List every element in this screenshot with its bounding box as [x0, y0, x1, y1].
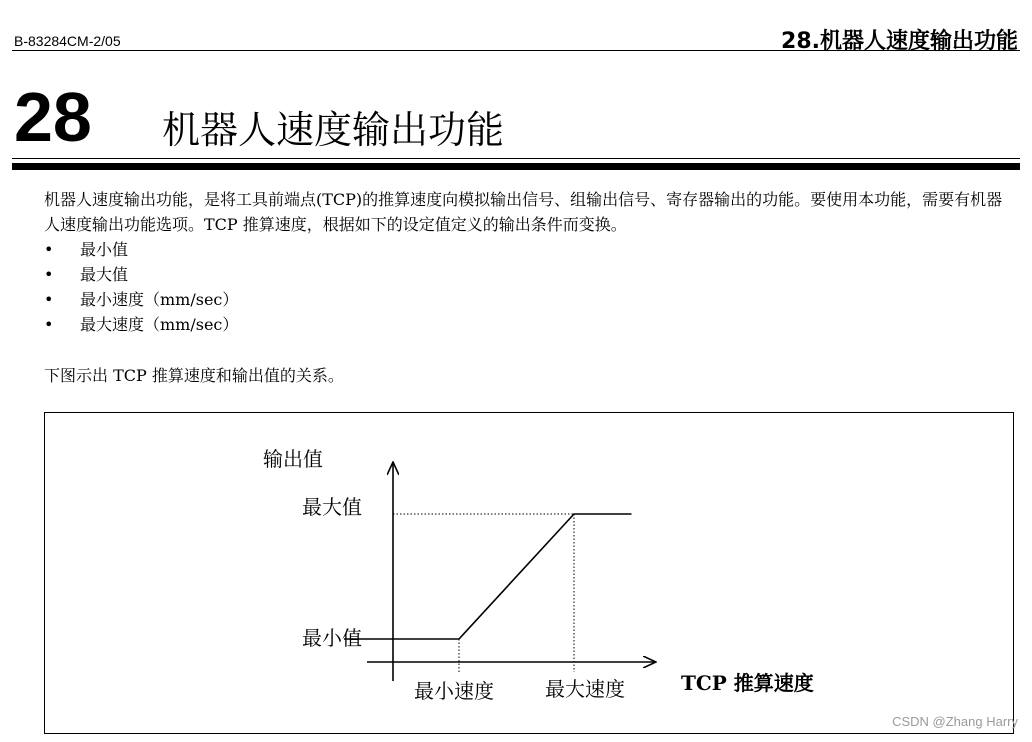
title-divider-thick: [12, 163, 1020, 170]
list-item-text: 最小值: [80, 240, 129, 259]
speed-output-chart: [44, 412, 1014, 734]
bullet-icon: •: [44, 265, 54, 284]
figure-intro: 下图示出 TCP 推算速度和输出值的关系。: [44, 366, 344, 385]
bullet-icon: •: [44, 240, 54, 259]
x-tick-label-max-speed: 最大速度: [545, 677, 625, 701]
x-axis-title: TCP 推算速度: [681, 671, 814, 695]
chart-canvas: [45, 413, 1013, 733]
y-axis-title: 输出值: [263, 447, 323, 471]
list-item-text: 最大速度（mm/sec）: [80, 315, 239, 334]
chapter-title: 机器人速度输出功能: [162, 108, 505, 152]
list-item-text: 最大值: [80, 265, 129, 284]
chapter-number: 28: [14, 78, 92, 156]
output-series-line: [344, 514, 632, 639]
header-divider: [12, 50, 1020, 51]
document-code: B-83284CM-2/05: [14, 33, 121, 49]
x-tick-label-min-speed: 最小速度: [414, 679, 494, 703]
list-item-text: 最小速度（mm/sec）: [80, 290, 239, 309]
running-header-title: 28.机器人速度输出功能: [781, 29, 1018, 54]
title-divider-thin: [12, 158, 1020, 159]
y-tick-label-max: 最大值: [302, 495, 362, 519]
y-tick-label-min: 最小值: [302, 626, 362, 650]
bullet-icon: •: [44, 315, 54, 334]
intro-paragraph: 机器人速度输出功能，是将工具前端点(TCP)的推算速度向模拟输出信号、组输出信号、寄存器输出的功能。要使用本功能，需要有机器人速度输出功能选项。TCP 推算速度，根据如下的设定值定义的输出条件而变换。: [44, 190, 1003, 234]
bullet-icon: •: [44, 290, 54, 309]
watermark: CSDN @Zhang Harry: [892, 714, 1018, 729]
